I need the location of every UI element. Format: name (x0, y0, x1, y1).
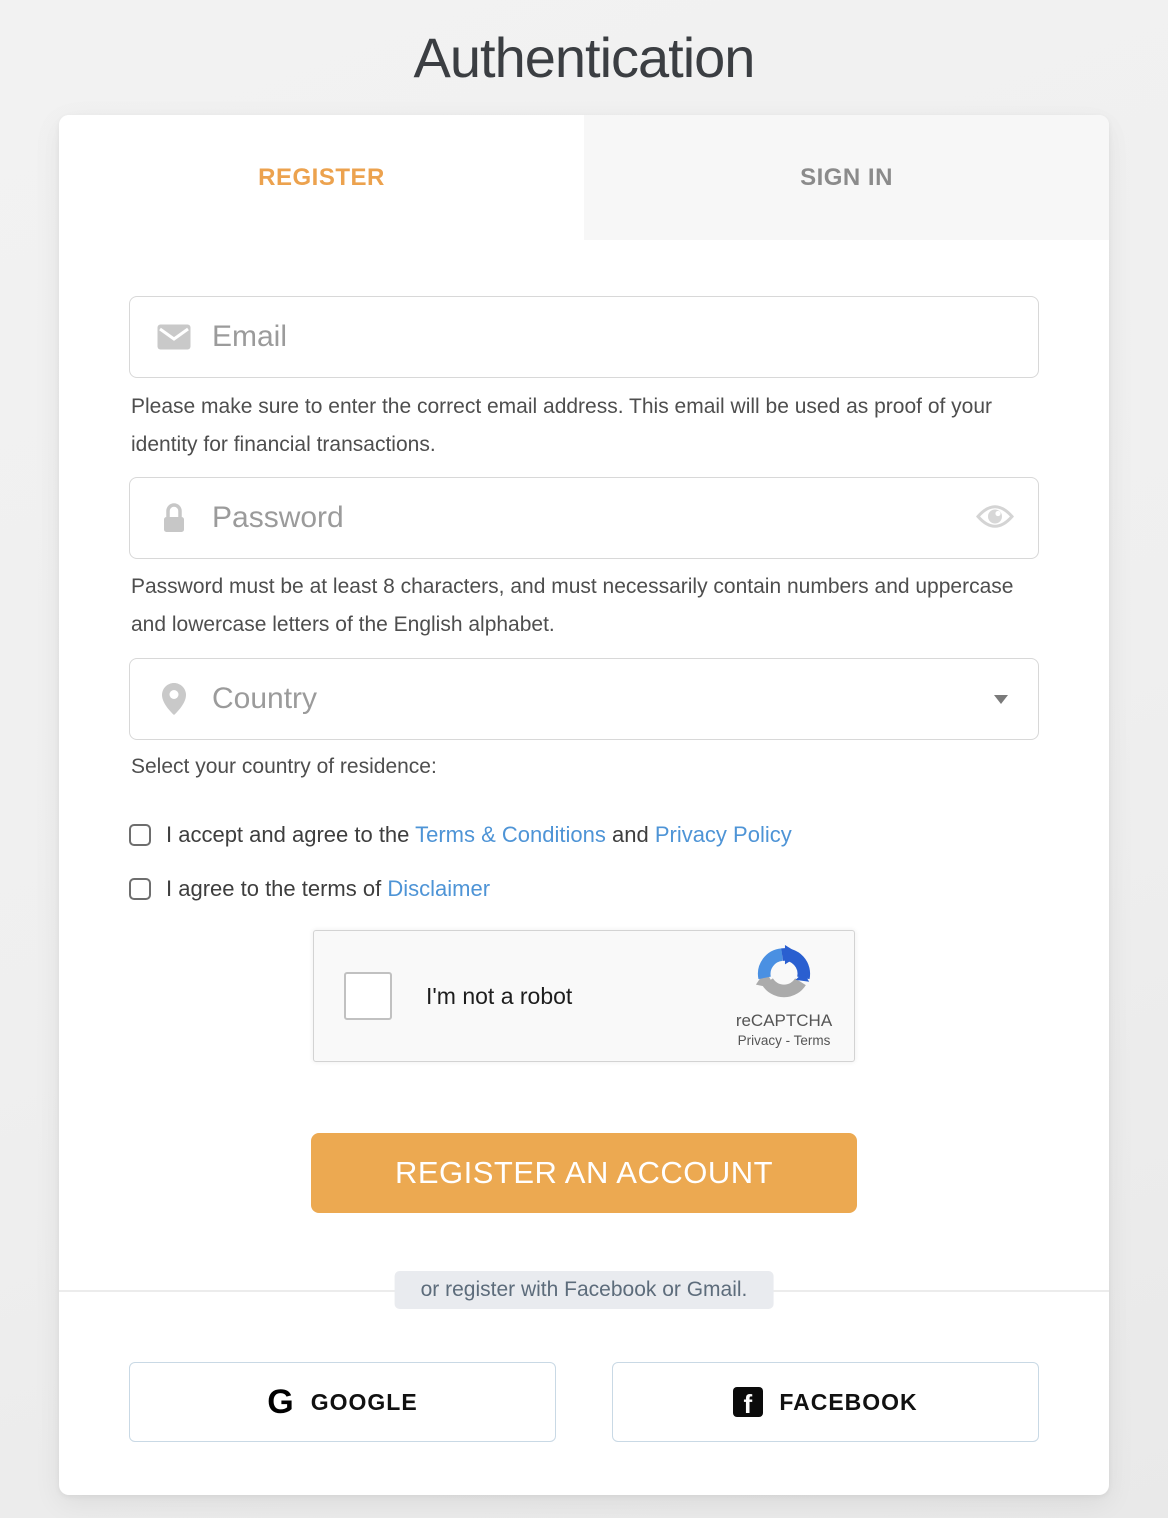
facebook-button-label: FACEBOOK (779, 1388, 918, 1415)
disclaimer-agreement-row (129, 874, 1039, 904)
recaptcha-brand-name: reCAPTCHA (735, 1011, 833, 1030)
terms-agreement-row (129, 820, 1039, 850)
terms-checkbox[interactable] (129, 824, 151, 846)
tab-signin-label: SIGN IN (800, 163, 893, 191)
country-helper-text: Select your country of residence: (131, 755, 437, 778)
location-pin-icon (157, 682, 191, 716)
google-button-label: GOOGLE (310, 1388, 418, 1415)
terms-and-conditions-link[interactable]: Terms & Conditions (415, 822, 606, 847)
disclaimer-agreement-text (166, 876, 490, 902)
page-title: Authentication (413, 26, 755, 89)
password-field (129, 477, 1039, 559)
email-field (129, 296, 1039, 378)
tab-signin[interactable] (584, 115, 1109, 240)
recaptcha-label: I'm not a robot (426, 982, 573, 1009)
toggle-password-visibility-button[interactable] (976, 503, 1014, 533)
recaptcha-logo-icon (753, 992, 815, 1009)
country-select[interactable] (129, 658, 1039, 740)
tab-register[interactable] (59, 115, 584, 240)
register-form (59, 240, 1109, 1213)
password-helper-text: Password must be at least 8 characters, and must necessarily contain numbers and uppercase and lowercase letters of the English alphabet. (131, 575, 1014, 636)
register-account-button[interactable]: REGISTER AN ACCOUNT (311, 1133, 857, 1213)
password-input[interactable] (191, 501, 1038, 535)
auth-tabs (59, 115, 1109, 240)
terms-text-conjunction: and (605, 822, 655, 847)
recaptcha-brand (728, 943, 840, 1048)
social-hint-badge: or register with Facebook or Gmail. (395, 1271, 774, 1309)
privacy-policy-link[interactable]: Privacy Policy (654, 822, 792, 847)
facebook-icon: f (733, 1387, 763, 1417)
envelope-icon (157, 324, 191, 350)
disclaimer-link[interactable]: Disclaimer (387, 876, 491, 901)
disclaimer-checkbox[interactable] (129, 878, 151, 900)
chevron-down-icon (994, 695, 1008, 704)
social-divider (59, 1271, 1109, 1309)
recaptcha-checkbox[interactable] (344, 972, 392, 1020)
tab-register-label: REGISTER (258, 163, 385, 191)
terms-text-prefix: I accept and agree to the (166, 822, 416, 847)
auth-card (59, 115, 1109, 1495)
google-icon: G (267, 1383, 295, 1421)
recaptcha-widget (313, 930, 855, 1062)
country-select-value: Country (212, 682, 318, 715)
social-buttons (59, 1362, 1109, 1442)
email-helper-text: Please make sure to enter the correct email address. This email will be used as proof of your identity for financial transactions. (131, 395, 993, 456)
disclaimer-text-prefix: I agree to the terms of (166, 876, 388, 901)
email-input[interactable] (191, 320, 1038, 354)
recaptcha-privacy-terms[interactable]: Privacy - Terms (737, 1033, 831, 1048)
eye-icon (976, 503, 1014, 533)
google-register-button[interactable] (129, 1362, 556, 1442)
agreement-checkboxes (129, 820, 1039, 904)
terms-agreement-text (166, 822, 792, 848)
facebook-register-button[interactable] (612, 1362, 1039, 1442)
lock-icon (157, 502, 191, 534)
